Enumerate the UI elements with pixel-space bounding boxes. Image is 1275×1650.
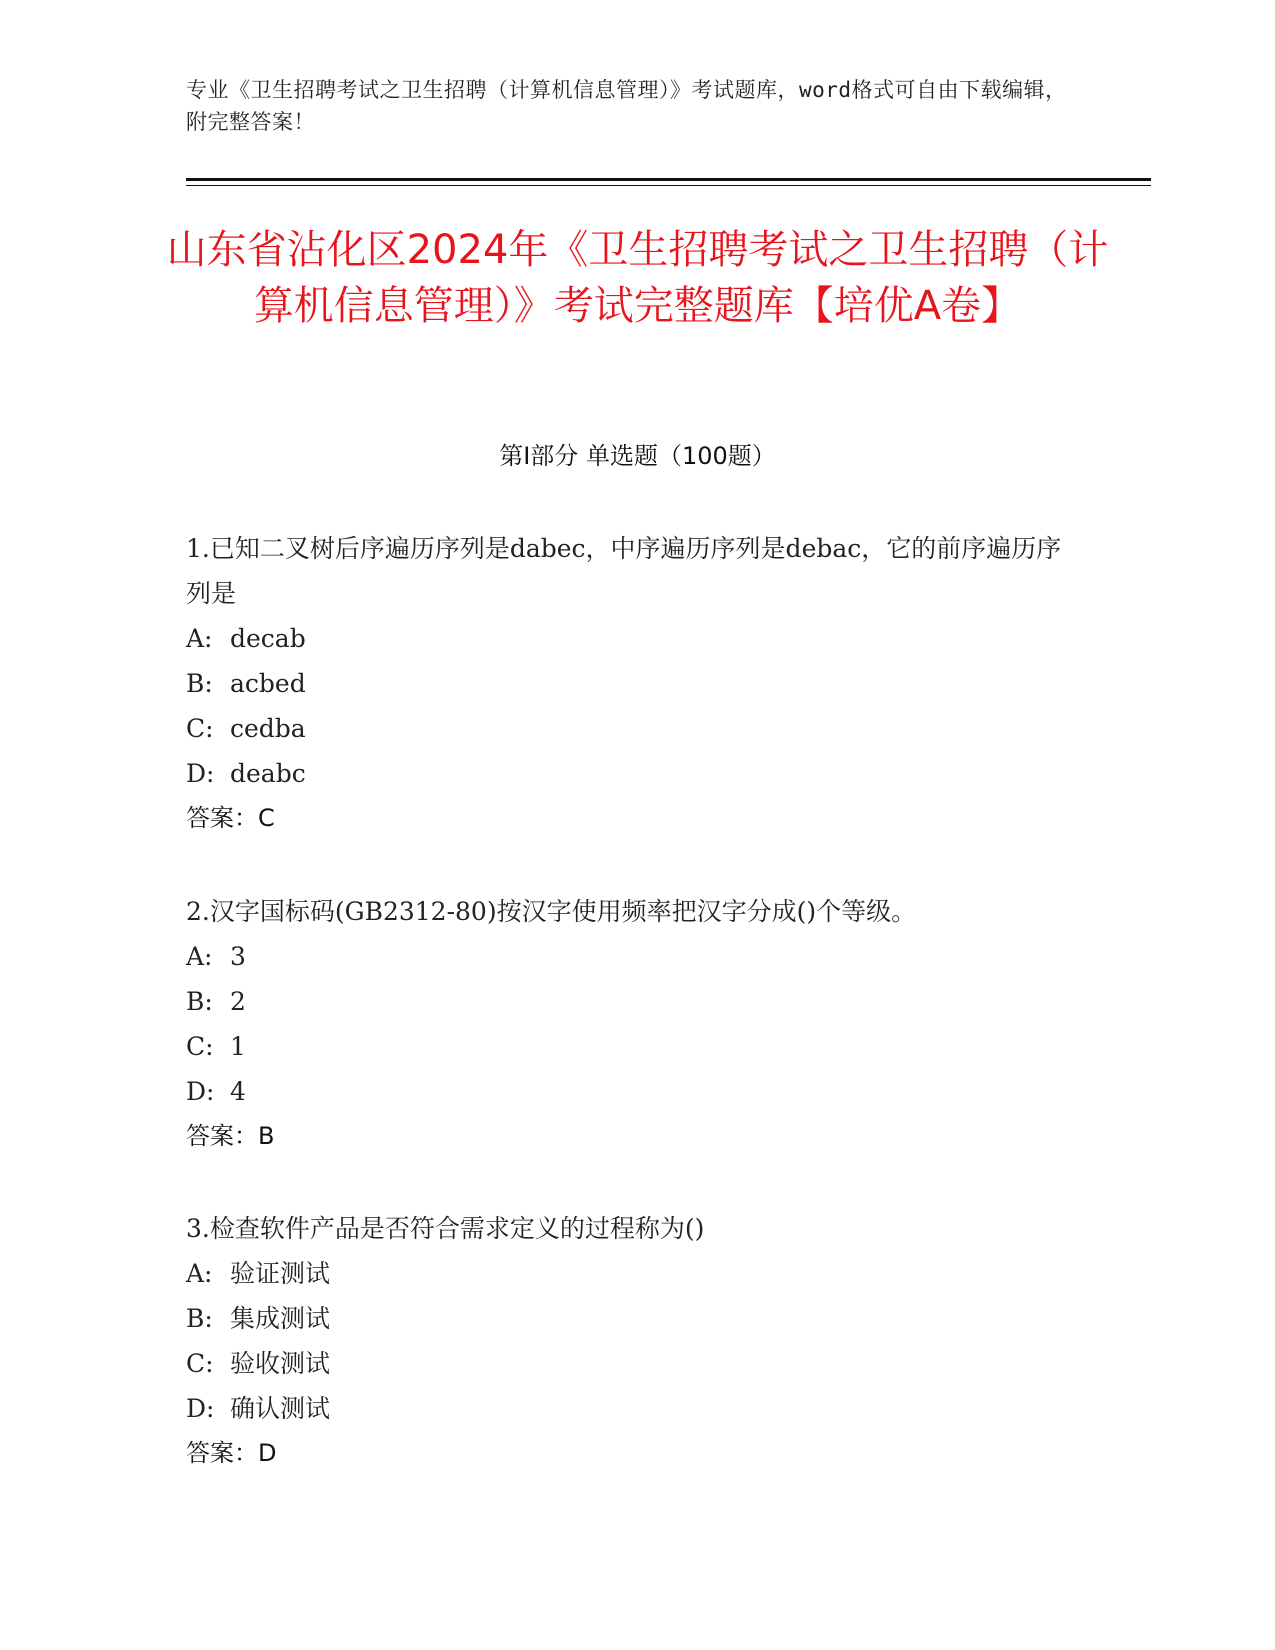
option-text: 1 [230,1032,246,1061]
option-letter: C: [186,1349,214,1378]
option-b [186,661,1086,706]
option-letter: B: [186,669,213,698]
option-letter: C: [186,1032,214,1061]
option-a [186,1251,1086,1296]
option-c [186,1024,1086,1069]
option-d [186,1386,1086,1431]
question-stem: 2.汉字国标码(GB2312-80)按汉字使用频率把汉字分成()个等级。 [186,897,917,926]
option-text: deabc [230,759,306,788]
answer-line: 答案：D [186,1439,277,1467]
option-letter: A: [186,1259,213,1288]
question-block [186,1206,1086,1476]
option-letter: A: [186,624,213,653]
option-text: 验证测试 [230,1259,331,1288]
option-text: 3 [230,942,246,971]
option-a [186,616,1086,661]
header-divider-thick [186,178,1151,181]
option-letter: C: [186,714,214,743]
answer-line: 答案：B [186,1122,275,1150]
question-stem: 3.检查软件产品是否符合需求定义的过程称为() [186,1214,705,1243]
option-text: 确认测试 [230,1394,331,1423]
question-stem: 1.已知二叉树后序遍历序列是dabec，中序遍历序列是debac，它的前序遍历序列是 [186,534,1062,608]
option-text: acbed [230,669,306,698]
section-heading: 第Ⅰ部分 单选题（100题） [499,442,776,470]
option-letter: B: [186,987,213,1016]
answer-line: 答案：C [186,804,275,832]
option-text: cedba [230,714,306,743]
option-letter: A: [186,942,213,971]
document-title: 山东省沾化区2024年《卫生招聘考试之卫生招聘（计算机信息管理）》考试完整题库【培优A卷】 [166,227,1109,329]
option-d [186,1069,1086,1114]
option-text: decab [230,624,306,653]
option-letter: B: [186,1304,213,1333]
question-block [186,889,1086,1159]
option-text: 验收测试 [230,1349,331,1378]
option-c [186,1341,1086,1386]
option-d [186,751,1086,796]
option-text: 4 [230,1077,246,1106]
option-a [186,934,1086,979]
option-letter: D: [186,759,215,788]
option-c [186,706,1086,751]
question-block [186,526,1086,841]
option-letter: D: [186,1394,215,1423]
option-letter: D: [186,1077,215,1106]
option-b [186,1296,1086,1341]
header-divider-thin [186,185,1151,186]
header-note: 专业《卫生招聘考试之卫生招聘（计算机信息管理）》考试题库，word格式可自由下载编辑，附完整答案！ [186,78,1067,134]
option-text: 集成测试 [230,1304,331,1333]
option-text: 2 [230,987,246,1016]
option-b [186,979,1086,1024]
